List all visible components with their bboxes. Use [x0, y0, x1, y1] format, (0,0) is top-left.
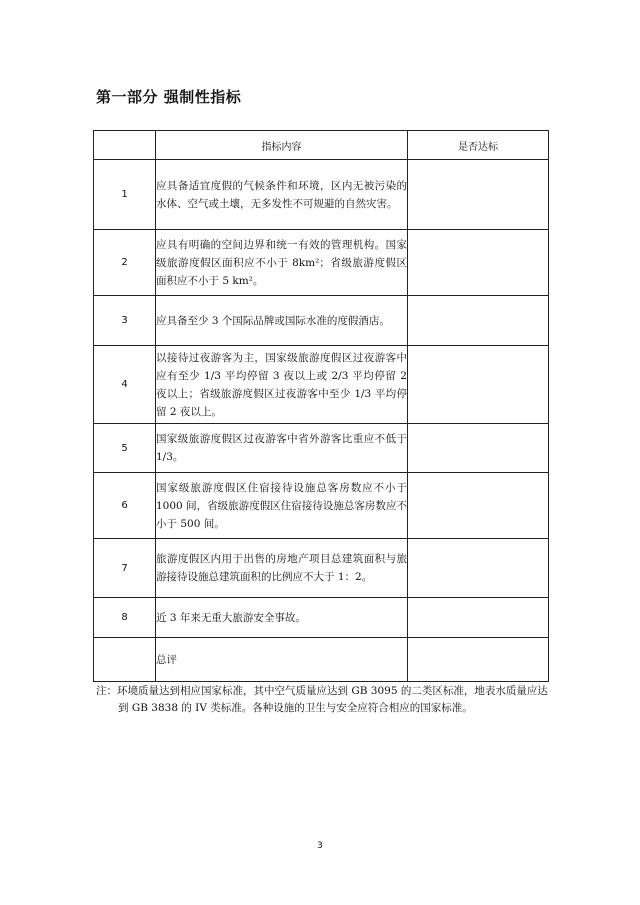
row-number: 8: [94, 598, 156, 638]
header-number: [94, 131, 156, 160]
row-content: 以接待过夜游客为主，国家级旅游度假区过夜游客中应有至少 1/3 平均停留 3 夜以上或 2/3 平均停留 2 夜以上；省级旅游度假区过夜游客中至少 1/3 平均停留 2 夜以上。: [156, 346, 408, 424]
row-content: 旅游度假区内用于出售的房地产项目总建筑面积与旅游接待设施总建筑面积的比例应不大于 1：2。: [156, 539, 408, 598]
row-content: 国家级旅游度假区住宿接待设施总客房数应不小于 1000 间，省级旅游度假区住宿接待设施总客房数应不小于 500 间。: [156, 473, 408, 539]
row-number: 1: [94, 160, 156, 230]
summary-row: [94, 638, 549, 682]
header-status: 是否达标: [408, 131, 549, 160]
row-status-cell[interactable]: [408, 424, 549, 473]
row-status-cell[interactable]: [408, 230, 549, 296]
row-content: 近 3 年来无重大旅游安全事故。: [156, 598, 408, 638]
row-status-cell[interactable]: [408, 473, 549, 539]
row-number: 6: [94, 473, 156, 539]
summary-status-cell[interactable]: [408, 638, 549, 682]
page-number: 3: [317, 841, 323, 851]
row-status-cell[interactable]: [408, 296, 549, 346]
footnote: [96, 683, 552, 717]
header-content: 指标内容: [156, 131, 408, 160]
table-row: [94, 160, 549, 230]
row-status-cell[interactable]: [408, 539, 549, 598]
table-row: [94, 539, 549, 598]
footnote-line-2: 到 GB 3838 的 IV 类标准。各种设施的卫生与安全应符合相应的国家标准。: [118, 702, 473, 714]
row-status-cell[interactable]: [408, 160, 549, 230]
section-heading: 第一部分 强制性指标: [96, 88, 242, 106]
footnote-line-1: 注：环境质量达到相应国家标准，其中空气质量应达到 GB 3095 的二类区标准，地表水质量应达: [96, 685, 548, 697]
row-number: 7: [94, 539, 156, 598]
row-status-cell[interactable]: [408, 346, 549, 424]
table-row: [94, 296, 549, 346]
mandatory-criteria-table: [93, 130, 549, 682]
row-content: 应具有明确的空间边界和统一有效的管理机构。国家级旅游度假区面积应不小于 8km²；省级旅游度假区面积应不小于 5 km²。: [156, 230, 408, 296]
row-status-cell[interactable]: [408, 598, 549, 638]
row-content: 应具备至少 3 个国际品牌或国际水准的度假酒店。: [156, 296, 408, 346]
row-number: 3: [94, 296, 156, 346]
row-content: 国家级旅游度假区过夜游客中省外游客比重应不低于 1/3。: [156, 424, 408, 473]
table-row: [94, 230, 549, 296]
table-header-row: [94, 131, 549, 160]
table-row: [94, 346, 549, 424]
summary-label: 总评: [156, 638, 408, 682]
row-number: 2: [94, 230, 156, 296]
row-number: 5: [94, 424, 156, 473]
table-row: [94, 598, 549, 638]
table-row: [94, 424, 549, 473]
row-content: 应具备适宜度假的气候条件和环境，区内无被污染的水体、空气或土壤，无多发性不可规避的自然灾害。: [156, 160, 408, 230]
row-number: 4: [94, 346, 156, 424]
table-row: [94, 473, 549, 539]
